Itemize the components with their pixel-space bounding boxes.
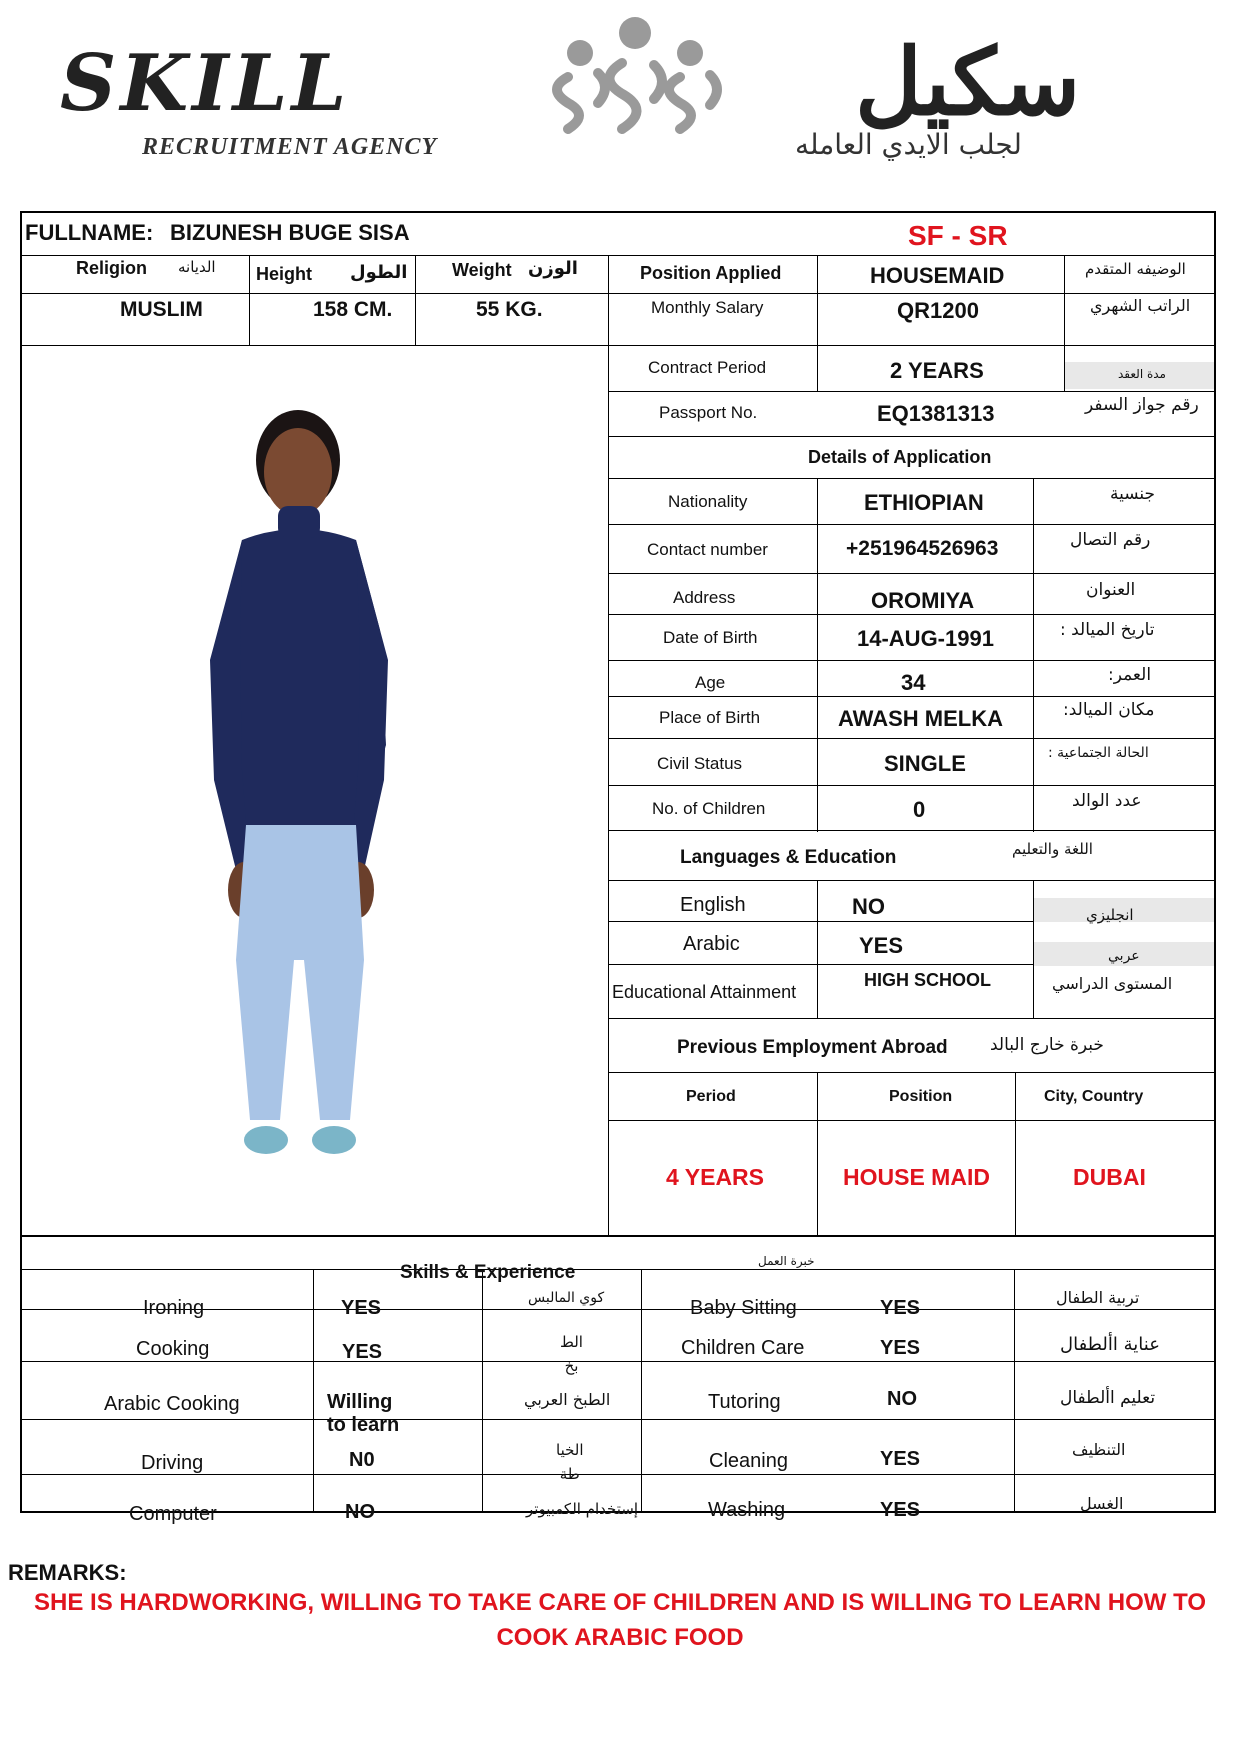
skill-label-ar: عناية األطفال [1060, 1334, 1160, 1355]
skill-label-ar: تربية الطفال [1056, 1288, 1140, 1307]
contract-label-ar: مدة العقد [1118, 367, 1166, 381]
details-value: 0 [913, 797, 926, 822]
language-label: Arabic [683, 933, 740, 955]
skill-label: Tutoring [708, 1391, 781, 1413]
salary-label-ar: الراتب الشهري [1090, 296, 1191, 315]
details-label-ar: الحالة الجتماعية : [1048, 745, 1149, 761]
skill-value: YES [880, 1297, 921, 1319]
previous-employment-title-ar: خبرة خارج البالد [990, 1035, 1104, 1055]
skills-title: Skills & Experience [400, 1262, 576, 1283]
prev-header-period: Period [686, 1088, 736, 1105]
skill-value: YES [341, 1297, 382, 1319]
skill-label-ar: الط بخ [560, 1333, 583, 1375]
people-logo-icon [540, 15, 735, 140]
contract-label: Contract Period [648, 358, 767, 377]
skill-value: Willing to learn [327, 1391, 400, 1436]
weight-label-ar: الوزن [528, 258, 578, 279]
contract-value: 2 YEARS [890, 358, 984, 383]
passport-value: EQ1381313 [877, 401, 995, 426]
details-label: Address [673, 588, 736, 607]
skill-label-ar: التنظيف [1072, 1440, 1126, 1459]
skill-label: Ironing [143, 1297, 205, 1319]
prev-header-position: Position [889, 1088, 953, 1105]
fullname-value: BIZUNESH BUGE SISA [170, 220, 410, 245]
skill-label: Arabic Cooking [104, 1393, 240, 1415]
details-value: ETHIOPIAN [864, 490, 984, 515]
weight-label: Weight [452, 260, 512, 280]
details-label-ar: العنوان [1086, 580, 1136, 600]
details-value: AWASH MELKA [838, 706, 1003, 731]
details-label-ar: رقم التصال [1070, 530, 1151, 550]
religion-value: MUSLIM [120, 298, 203, 321]
prev-city-value: DUBAI [1073, 1164, 1146, 1190]
salary-label: Monthly Salary [651, 298, 764, 317]
prev-position-value: HOUSE MAID [843, 1164, 990, 1190]
skill-label: Cooking [136, 1338, 210, 1360]
position-label-ar: الوضيفه المتقدم [1085, 260, 1186, 278]
skills-title-ar: خبرة العمل [758, 1254, 815, 1268]
prev-period-value: 4 YEARS [666, 1164, 765, 1190]
skill-label-ar: إستخدام الكمبيوتر [526, 1500, 638, 1518]
height-label: Height [256, 264, 312, 284]
details-value: SINGLE [884, 751, 966, 776]
skill-label-ar: الخيا طة [556, 1441, 584, 1483]
position-label: Position Applied [640, 263, 782, 283]
applicant-photo [180, 400, 440, 1220]
skill-value: YES [880, 1499, 921, 1521]
remarks-text: SHE IS HARDWORKING, WILLING TO TAKE CARE OF CHILDREN AND IS WILLING TO LEARN HOW TO COOK ARABIC FOOD [34, 1589, 1206, 1651]
skill-label-ar: تعليم األطفال [1060, 1388, 1156, 1408]
skill-label: Driving [141, 1452, 204, 1474]
education-value: HIGH SCHOOL [864, 970, 992, 990]
skill-label-ar: كوي المالبس [528, 1290, 605, 1306]
language-value: NO [852, 894, 885, 919]
height-value: 158 CM. [313, 298, 393, 321]
passport-label-ar: رقم جواز السفر [1085, 395, 1199, 415]
brand-subtitle-en: RECRUITMENT AGENCY [142, 134, 438, 160]
details-label: Date of Birth [663, 628, 758, 647]
details-label: Age [695, 673, 726, 692]
details-label-ar: عدد الوالد [1072, 791, 1142, 811]
details-label: No. of Children [652, 799, 766, 818]
skill-value: NO [887, 1388, 917, 1410]
details-value: OROMIYA [871, 588, 975, 613]
skill-label-ar: الغسل [1080, 1494, 1124, 1513]
details-label: Place of Birth [659, 708, 761, 727]
language-label-ar: انجليزي [1086, 906, 1134, 924]
religion-label: Religion [76, 258, 147, 278]
education-label-ar: المستوى الدراسي [1052, 974, 1173, 993]
weight-value: 55 KG. [476, 298, 543, 321]
details-value: +251964526963 [846, 537, 999, 560]
details-value: 14-AUG-1991 [857, 626, 994, 651]
skill-label: Baby Sitting [690, 1297, 797, 1319]
position-value: HOUSEMAID [870, 263, 1005, 288]
previous-employment-title: Previous Employment Abroad [677, 1037, 948, 1058]
language-label-ar: عربي [1108, 948, 1140, 964]
skill-value: YES [342, 1341, 383, 1363]
skill-label-ar: الطبخ العربي [524, 1390, 611, 1409]
details-label: Contact number [647, 540, 768, 559]
religion-label-ar: الديانه [178, 258, 216, 276]
height-label-ar: الطول [350, 262, 408, 283]
details-label-ar: تاريخ الميالد : [1060, 620, 1155, 640]
details-label-ar: جنسية [1110, 484, 1156, 504]
language-value: YES [859, 933, 904, 958]
skill-value: N0 [349, 1449, 375, 1471]
details-label-ar: العمر: [1108, 665, 1152, 685]
education-label: Educational Attainment [612, 982, 797, 1002]
salary-value: QR1200 [897, 298, 979, 323]
details-label: Civil Status [657, 754, 743, 773]
skill-value: YES [880, 1337, 921, 1359]
brand-logo-ar: سكيل [855, 28, 1081, 136]
languages-title-ar: اللغة والتعليم [1012, 840, 1093, 858]
skill-label: Computer [129, 1503, 217, 1525]
details-value: 34 [901, 670, 926, 695]
details-label-ar: مكان الميالد: [1063, 700, 1155, 720]
details-label: Nationality [668, 492, 748, 511]
languages-title: Languages & Education [680, 847, 897, 868]
skill-value: NO [345, 1501, 375, 1523]
skill-label: Washing [708, 1499, 786, 1521]
brand-subtitle-ar: لجلب الايدي العامله [795, 128, 1022, 161]
reference-code: SF - SR [908, 220, 1008, 251]
prev-header-city: City, Country [1044, 1088, 1144, 1105]
details-title: Details of Application [808, 447, 992, 467]
skill-value: YES [880, 1448, 921, 1470]
passport-label: Passport No. [659, 403, 758, 422]
fullname-label: FULLNAME: [25, 220, 154, 245]
skill-label: Children Care [681, 1337, 805, 1359]
brand-logo-en: SKILL [60, 38, 351, 129]
skill-label: Cleaning [709, 1450, 788, 1472]
language-label: English [680, 894, 746, 916]
remarks-label: REMARKS: [8, 1560, 127, 1585]
